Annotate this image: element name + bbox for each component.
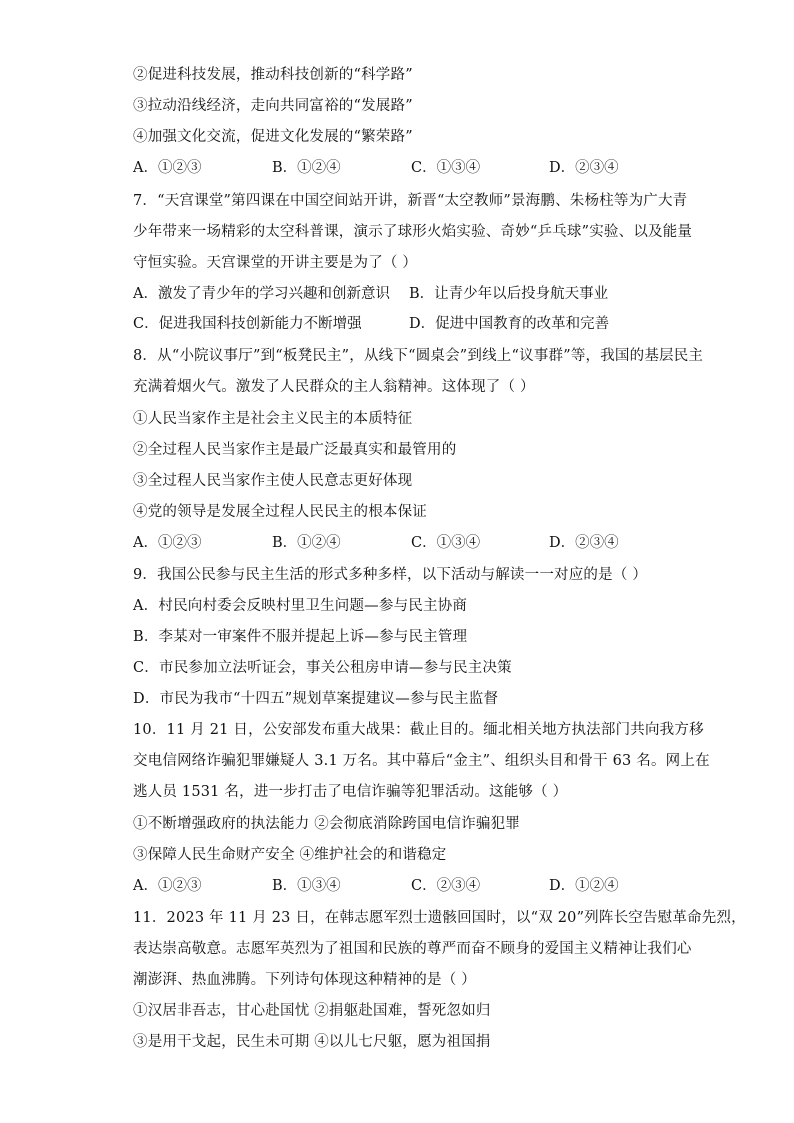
q6-options <box>133 158 653 178</box>
q10-items-row-1: ①不断增强政府的执法能力 ②会彻底消除跨国电信诈骗犯罪 <box>133 816 521 832</box>
q7-stem-line-1: 7．“天宫课堂”第四课在中国空间站开讲，新晋“太空教师”景海鹏、朱杨柱等为广大青 <box>133 193 688 209</box>
q9-option-c: C．市民参加立法听证会，事关公租房申请—参与民主决策 <box>133 660 512 676</box>
q9-option-a: A．村民向村委会反映村里卫生问题—参与民主协商 <box>133 598 468 614</box>
q8-options <box>133 533 653 553</box>
q8-item-1: ①人民当家作主是社会主义民主的本质特征 <box>133 411 413 427</box>
q10-stem-line-3: 逃人员 1531 名，进一步打击了电信诈骗等犯罪活动。这能够（ ） <box>133 784 568 800</box>
q8-stem-line-1: 8．从“小院议事厅”到“板凳民主”，从线下“圆桌会”到线上“议事群”等，我国的基层民主 <box>133 348 704 364</box>
q8-item-3: ③全过程人民当家作主使人民意志更好体现 <box>133 473 413 489</box>
q7-option-a: A．激发了青少年的学习兴趣和创新意识 <box>133 286 390 302</box>
q6-item-2: ②促进科技发展，推动科技创新的“科学路” <box>133 67 413 83</box>
q11-items-row-1: ①汉居非吾志，甘心赴国忧 ②捐躯赴国难，誓死忽如归 <box>133 1003 491 1019</box>
q8-option-c: C．①③④ <box>411 535 481 551</box>
q6-item-4: ④加强文化交流，促进文化发展的“繁荣路” <box>133 129 413 145</box>
q10-option-b: B．①③④ <box>272 878 341 894</box>
q8-item-4: ④党的领导是发展全过程人民民主的根本保证 <box>133 504 427 520</box>
q7-stem-line-3: 守恒实验。天宫课堂的开讲主要是为了（ ） <box>133 255 418 271</box>
q10-option-c: C．②③④ <box>411 878 481 894</box>
q7-option-c: C．促进我国科技创新能力不断增强 <box>133 316 362 332</box>
q10-stem-line-1: 10．11 月 21 日，公安部发布重大战果：截止目的。缅北相关地方执法部门共向我方移 <box>133 722 704 738</box>
q11-stem-line-1: 11．2023 年 11 月 23 日，在韩志愿军烈士遗骸回国时，以“双 20”列阵长空告慰革命先烈， <box>133 910 746 926</box>
q10-items-row-2: ③保障人民生命财产安全 ④维护社会的和谐稳定 <box>133 847 447 863</box>
q8-option-b: B．①②④ <box>272 535 341 551</box>
q11-items-row-2: ③是用干戈起，民生未可期 ④以儿七尺躯，愿为祖国捐 <box>133 1034 491 1050</box>
q8-item-2: ②全过程人民当家作主是最广泛最真实和最管用的 <box>133 442 457 458</box>
q6-option-a: A．①②③ <box>133 160 202 176</box>
q10-option-a: A．①②③ <box>133 878 202 894</box>
q11-stem-line-3: 潮澎湃、热血沸腾。下列诗句体现这种精神的是（ ） <box>133 972 476 988</box>
q6-option-d: D．②③④ <box>549 160 619 176</box>
q6-item-3: ③拉动沿线经济，走向共同富裕的“发展路” <box>133 98 413 114</box>
q7-option-d: D．促进中国教育的改革和完善 <box>409 316 610 332</box>
q8-option-a: A．①②③ <box>133 535 202 551</box>
q7-options-row-2 <box>133 314 653 334</box>
q9-stem: 9．我国公民参与民主生活的形式多种多样，以下活动与解读一一对应的是（ ） <box>133 567 648 583</box>
q8-option-d: D．②③④ <box>549 535 619 551</box>
q10-options <box>133 876 653 896</box>
q10-option-d: D．①②④ <box>549 878 619 894</box>
q7-options-row-1 <box>133 284 653 304</box>
q6-option-b: B．①②④ <box>272 160 341 176</box>
q6-option-c: C．①③④ <box>411 160 481 176</box>
q9-option-d: D．市民为我市“十四五”规划草案提建议—参与民主监督 <box>133 691 499 707</box>
q7-stem-line-2: 少年带来一场精彩的太空科普课，演示了球形火焰实验、奇妙“乒乓球”实验、以及能量 <box>133 224 693 240</box>
q11-stem-line-2: 表达崇高敬意。志愿军英烈为了祖国和民族的尊严而奋不顾身的爱国主义精神让我们心 <box>133 941 692 957</box>
q9-option-b: B．李某对一审案件不服并提起上诉—参与民主管理 <box>133 629 468 645</box>
q8-stem-line-2: 充满着烟火气。激发了人民群众的主人翁精神。这体现了（ ） <box>133 379 535 395</box>
q7-option-b: B．让青少年以后投身航天事业 <box>409 286 609 302</box>
q10-stem-line-2: 交电信网络诈骗犯罪嫌疑人 3.1 万名。其中幕后“金主”、组织头目和骨干 63 名。网上在 <box>133 753 710 769</box>
